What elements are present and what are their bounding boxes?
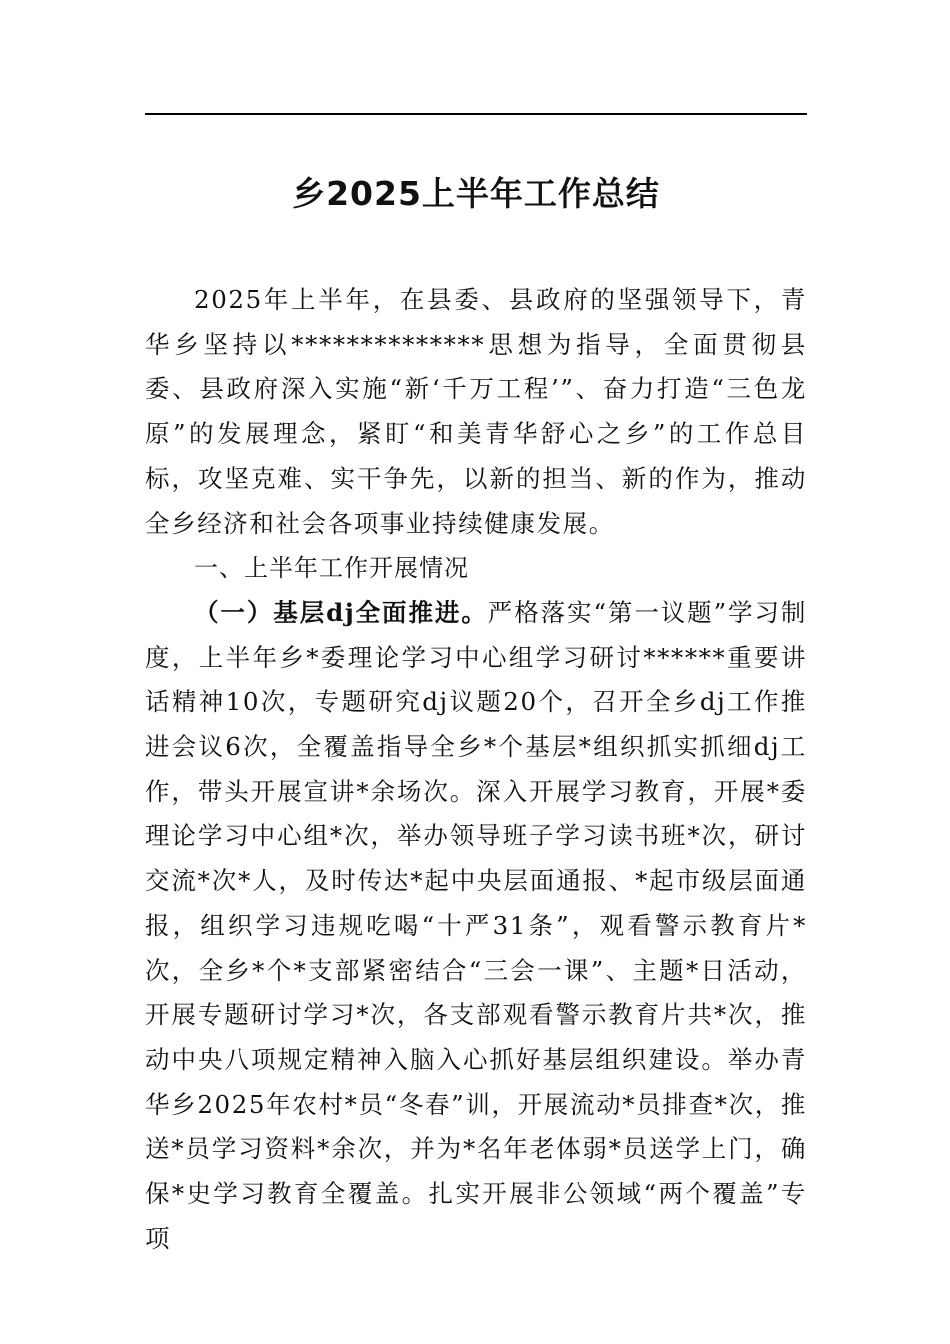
header-rule: [145, 113, 807, 115]
item-paragraph-1: [145, 591, 807, 1262]
item-text-1: 严格落实“第一议题”学习制度，上半年乡*委理论学习中心组学习研讨******重要讲话精神10次，专题研究dj议题20个，召开全乡dj工作推进会议6次，全覆盖指导全乡*个基层*组织抓实抓细dj工作，带头开展宣讲*余场次。深入开展学习教育，开展*委理论学习中心组*次，举办领导班子学习读书班*次，研讨交流*次*人，及时传达*起中央层面通报、*起市级层面通报，组织学习违规吃喝“十严31条”，观看警示教育片*次，全乡*个*支部紧密结合“三会一课”、主题*日活动，开展专题研讨学习*次，各支部观看警示教育片共*次，推动中央八项规定精神入脑入心抓好基层组织建设。举办青华乡2025年农村*员“冬春”训，开展流动*员排查*次，推送*员学习资料*余次，并为*名年老体弱*员送学上门，确保*史学习教育全覆盖。扎实开展非公领域“两个覆盖”专项: [145, 597, 807, 1253]
intro-paragraph: 2025年上半年，在县委、县政府的坚强领导下，青华乡坚持以**************思想为指导，全面贯彻县委、县政府深入实施“新‘千万工程’”、奋力打造“三色龙原”的发展理念，紧盯“和美青华舒心之乡”的工作总目标，攻坚克难、实干争先，以新的担当、新的作为，推动全乡经济和社会各项事业持续健康发展。: [145, 285, 807, 538]
document-title: 乡2025上半年工作总结: [292, 174, 660, 213]
document-body: [145, 278, 807, 1261]
section-heading-1: 一、上半年工作开展情况: [194, 554, 469, 583]
item-lead-1: （一）基层dj全面推进。: [194, 597, 488, 627]
